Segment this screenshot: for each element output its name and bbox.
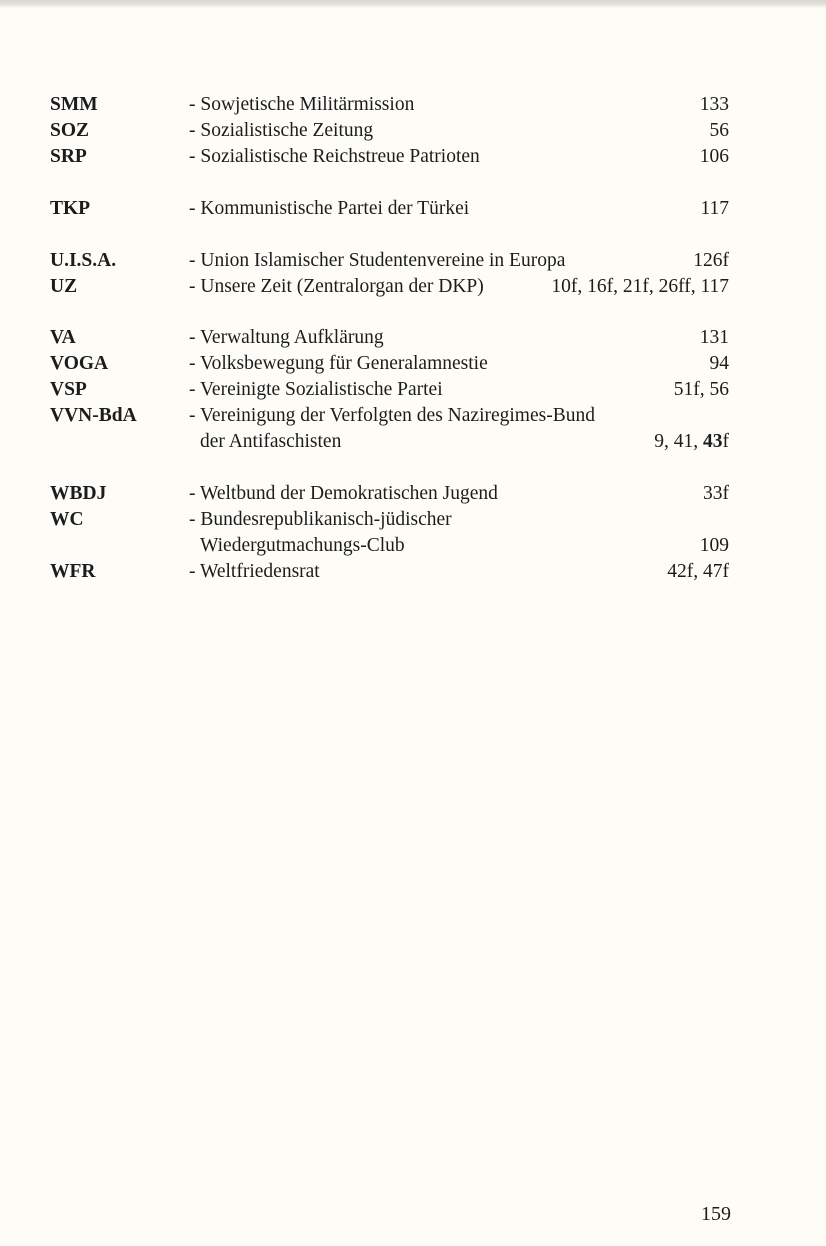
entry-abbreviation: TKP [50, 198, 91, 219]
entry-description: - Volksbewegung für Generalamnestie [189, 353, 488, 374]
entry-abbreviation: SRP [50, 146, 87, 167]
entry-description: - Weltfriedensrat [189, 561, 320, 582]
entry-pages: 94 [709, 353, 729, 374]
entry-description: - Vereinigung der Verfolgten des Naziregimes-Bund [189, 405, 595, 426]
page-number: 159 [701, 1203, 731, 1225]
entry-pages: 42f, 47f [667, 561, 729, 582]
entry-abbreviation: VOGA [50, 353, 109, 374]
entry-pages: 10f, 16f, 21f, 26ff, 117 [551, 276, 729, 297]
entry-pages: 131 [699, 327, 729, 348]
entry-abbreviation: WBDJ [50, 483, 107, 504]
entry-description: - Vereinigte Sozialistische Partei [189, 379, 443, 400]
entry-abbreviation: UZ [50, 276, 78, 297]
entry-pages: 51f, 56 [673, 379, 729, 400]
entry-abbreviation: U.I.S.A. [50, 250, 117, 271]
entry-description: - Bundesrepublikanisch-jüdischer [189, 509, 452, 530]
entry-description: - Sozialistische Zeitung [189, 120, 374, 141]
entry-description-continued: der Antifaschisten [200, 431, 342, 452]
entry-description: - Verwaltung Aufklärung [189, 327, 384, 348]
entry-pages: 133 [699, 94, 729, 115]
entry-pages: 56 [709, 120, 729, 141]
entry-pages: 117 [700, 198, 729, 219]
entry-pages-suffix: f [722, 431, 729, 452]
entry-pages: 106 [699, 146, 729, 167]
entry-abbreviation: WFR [50, 561, 96, 582]
entry-description: - Union Islamischer Studentenvereine in Europa [189, 250, 566, 271]
scan-top-edge [0, 0, 826, 8]
entry-abbreviation: SMM [50, 94, 98, 115]
entry-abbreviation: SOZ [50, 120, 90, 141]
entry-description: - Unsere Zeit (Zentralorgan der DKP) [189, 276, 484, 297]
entry-pages: 126f [693, 250, 729, 271]
entry-pages: 33f [703, 483, 729, 504]
entry-abbreviation: VSP [50, 379, 87, 400]
entry-description: - Sowjetische Militärmission [189, 94, 415, 115]
entry-description: - Kommunistische Partei der Türkei [189, 198, 470, 219]
entry-pages [654, 429, 729, 455]
entry-abbreviation: VVN-BdA [50, 405, 137, 426]
entry-abbreviation: WC [50, 509, 84, 530]
entry-pages: 109 [699, 535, 729, 556]
entry-description: - Sozialistische Reichstreue Patrioten [189, 146, 480, 167]
entry-description-continued: Wiedergutmachungs-Club [200, 535, 405, 556]
entry-description: - Weltbund der Demokratischen Jugend [189, 483, 498, 504]
entry-pages-bold: 43 [703, 431, 723, 452]
entry-pages-regular: 9, 41, [654, 431, 703, 452]
entry-abbreviation: VA [50, 327, 76, 348]
